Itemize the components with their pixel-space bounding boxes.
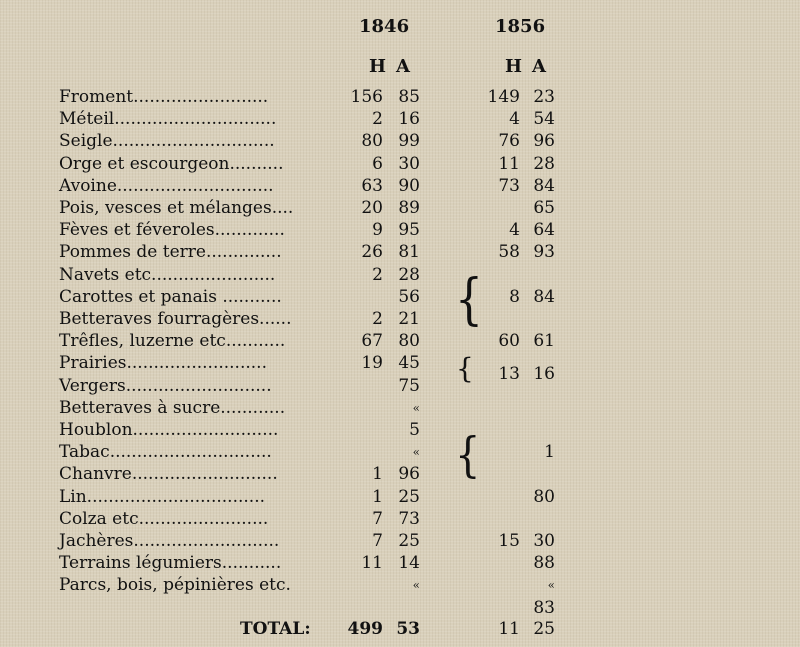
h-header-1846: H — [369, 56, 387, 77]
brace-houblon-chanvre: { — [455, 428, 481, 484]
table-row — [0, 530, 800, 552]
value-a-1846: 14 — [398, 553, 420, 574]
row-label: Vergers........................... — [59, 375, 272, 396]
row-label: Carottes et panais ........... — [59, 286, 282, 307]
value-a-1856: 23 — [533, 87, 555, 107]
value-h-1856: 73 — [498, 175, 520, 196]
value-h-1856: 11 — [498, 153, 520, 174]
value-a-1846: 89 — [398, 198, 420, 218]
value-a-1846: « — [412, 400, 420, 415]
row-label: Pommes de terre.............. — [59, 242, 282, 263]
row-label: Betteraves fourragères...... — [59, 309, 292, 329]
value-a-1856: 54 — [533, 109, 555, 130]
value-h-1846: 26 — [361, 242, 383, 263]
table-row — [0, 552, 800, 574]
merged-h-value: 13 — [498, 364, 520, 384]
value-h-1846: 7 — [372, 508, 383, 529]
value-h-1846: 2 — [372, 264, 383, 285]
value-a-1846: 99 — [398, 131, 420, 152]
value-h-1856: 4 — [509, 109, 520, 130]
value-a-1846: 28 — [398, 264, 420, 285]
value-a-1856: 93 — [533, 242, 555, 263]
value-a-1856: « — [547, 578, 555, 593]
a-header-1846: A — [396, 56, 410, 77]
table-row — [0, 130, 800, 152]
value-h-1846: 11 — [361, 553, 383, 574]
row-label: Avoine............................. — [59, 175, 274, 196]
value-h-1846: 19 — [361, 353, 383, 374]
value-a-1856: 1 — [544, 442, 555, 463]
total-row — [0, 618, 800, 640]
value-a-1846: 16 — [398, 109, 420, 130]
value-a-1856: 96 — [533, 131, 555, 152]
row-label: Prairies.......................... — [59, 353, 267, 374]
value-a-1856: 61 — [533, 331, 555, 352]
value-h-1856: 15 — [498, 531, 520, 551]
value-a-1856: 28 — [533, 153, 555, 174]
value-a-1846: « — [412, 578, 420, 593]
row-label: Colza etc........................ — [59, 508, 269, 529]
value-a-1846: 90 — [398, 175, 420, 196]
table-row — [0, 286, 800, 308]
value-h-1846: 7 — [372, 531, 383, 551]
table-row — [0, 397, 800, 419]
year-1856-header: 1856 — [495, 16, 546, 37]
value-a-1856: 80 — [533, 486, 555, 507]
value-h-1856: 58 — [498, 242, 520, 263]
value-h-1846: 20 — [361, 198, 383, 218]
value-a-1846: 96 — [398, 464, 420, 485]
total-label: TOTAL: — [240, 619, 311, 639]
table-row — [0, 508, 800, 530]
table-row — [0, 241, 800, 263]
row-label: Froment......................... — [59, 87, 269, 107]
value-a-1856: 30 — [533, 531, 555, 551]
table-row — [0, 86, 800, 108]
value-a-1846: 45 — [398, 353, 420, 374]
table-row — [0, 574, 800, 596]
row-label: Betteraves à sucre............ — [59, 397, 286, 418]
value-a-1846: 85 — [398, 87, 420, 107]
table-row — [0, 441, 800, 463]
row-label: Lin................................. — [59, 486, 266, 507]
value-h-1846: 6 — [372, 153, 383, 174]
row-label: Méteil.............................. — [59, 109, 277, 130]
table-row — [0, 264, 800, 286]
row-label: Orge et escourgeon.......... — [59, 153, 284, 174]
value-h-1846: 156 — [350, 87, 383, 107]
value-h-1846: 2 — [372, 309, 383, 329]
value-h-1846: 67 — [361, 331, 383, 352]
h-header-1856: H — [505, 56, 523, 77]
table-row — [0, 486, 800, 508]
table-row — [0, 219, 800, 241]
table-row — [0, 153, 800, 175]
value-h-1846: 63 — [361, 175, 383, 196]
row-label: Houblon........................... — [59, 420, 279, 440]
value-a-1846: 30 — [398, 153, 420, 174]
table-row — [0, 108, 800, 130]
value-a-1856: 83 — [533, 597, 555, 618]
value-a-1856: 65 — [533, 198, 555, 218]
table-row — [0, 330, 800, 352]
value-a-1846: 95 — [398, 220, 420, 241]
value-h-1856: 76 — [498, 131, 520, 152]
value-h-1856: 8 — [509, 286, 520, 307]
table-row — [0, 463, 800, 485]
value-a-1846: « — [412, 445, 420, 460]
merged-a-value: 16 — [533, 364, 555, 384]
table-row — [0, 308, 800, 330]
value-a-1846: 25 — [398, 531, 420, 551]
value-h-1846: 1 — [372, 464, 383, 485]
row-label: Trêfles, luzerne etc........... — [59, 331, 286, 352]
table-row — [0, 175, 800, 197]
table-row — [0, 197, 800, 219]
table-row — [0, 419, 800, 441]
table-row — [0, 597, 800, 619]
value-a-1856: 88 — [533, 553, 555, 574]
value-a-1856: 84 — [533, 175, 555, 196]
row-label: Pois, vesces et mélanges.... — [59, 198, 294, 218]
row-label: Seigle.............................. — [59, 131, 275, 152]
value-h-1856: 149 — [487, 87, 520, 107]
year-1846-header: 1846 — [359, 16, 410, 37]
brace-root-crops: { — [455, 268, 483, 332]
row-label: Terrains légumiers........... — [59, 553, 282, 574]
row-label: Fèves et féveroles............. — [59, 220, 285, 241]
value-h-1846: 9 — [372, 220, 383, 241]
row-label: Chanvre........................... — [59, 464, 278, 485]
value-h-1856: 60 — [498, 331, 520, 352]
total-a-1846: 53 — [396, 619, 420, 639]
value-a-1846: 21 — [398, 309, 420, 329]
value-a-1846: 81 — [398, 242, 420, 263]
value-a-1846: 25 — [398, 486, 420, 507]
row-label: Navets etc....................... — [59, 264, 276, 285]
value-h-1846: 80 — [361, 131, 383, 152]
value-h-1856: 4 — [509, 220, 520, 241]
value-a-1846: 5 — [409, 420, 420, 440]
value-a-1846: 56 — [398, 286, 420, 307]
value-h-1846: 1 — [372, 486, 383, 507]
value-a-1856: 64 — [533, 220, 555, 241]
value-h-1846: 2 — [372, 109, 383, 130]
total-h-1846: 499 — [347, 619, 383, 639]
row-label: Parcs, bois, pépinières etc. — [59, 575, 291, 596]
brace-prairies: { — [456, 352, 474, 385]
merged-prairies-vergers — [0, 363, 800, 385]
total-a-1856: 25 — [533, 619, 555, 639]
row-label: Tabac.............................. — [59, 442, 272, 463]
row-label: Jachères........................... — [59, 531, 280, 551]
value-a-1846: 75 — [398, 375, 420, 396]
total-h-1856: 11 — [498, 619, 520, 639]
value-a-1846: 73 — [398, 508, 420, 529]
value-a-1846: 80 — [398, 331, 420, 352]
value-a-1856: 84 — [533, 286, 555, 307]
a-header-1856: A — [532, 56, 546, 77]
